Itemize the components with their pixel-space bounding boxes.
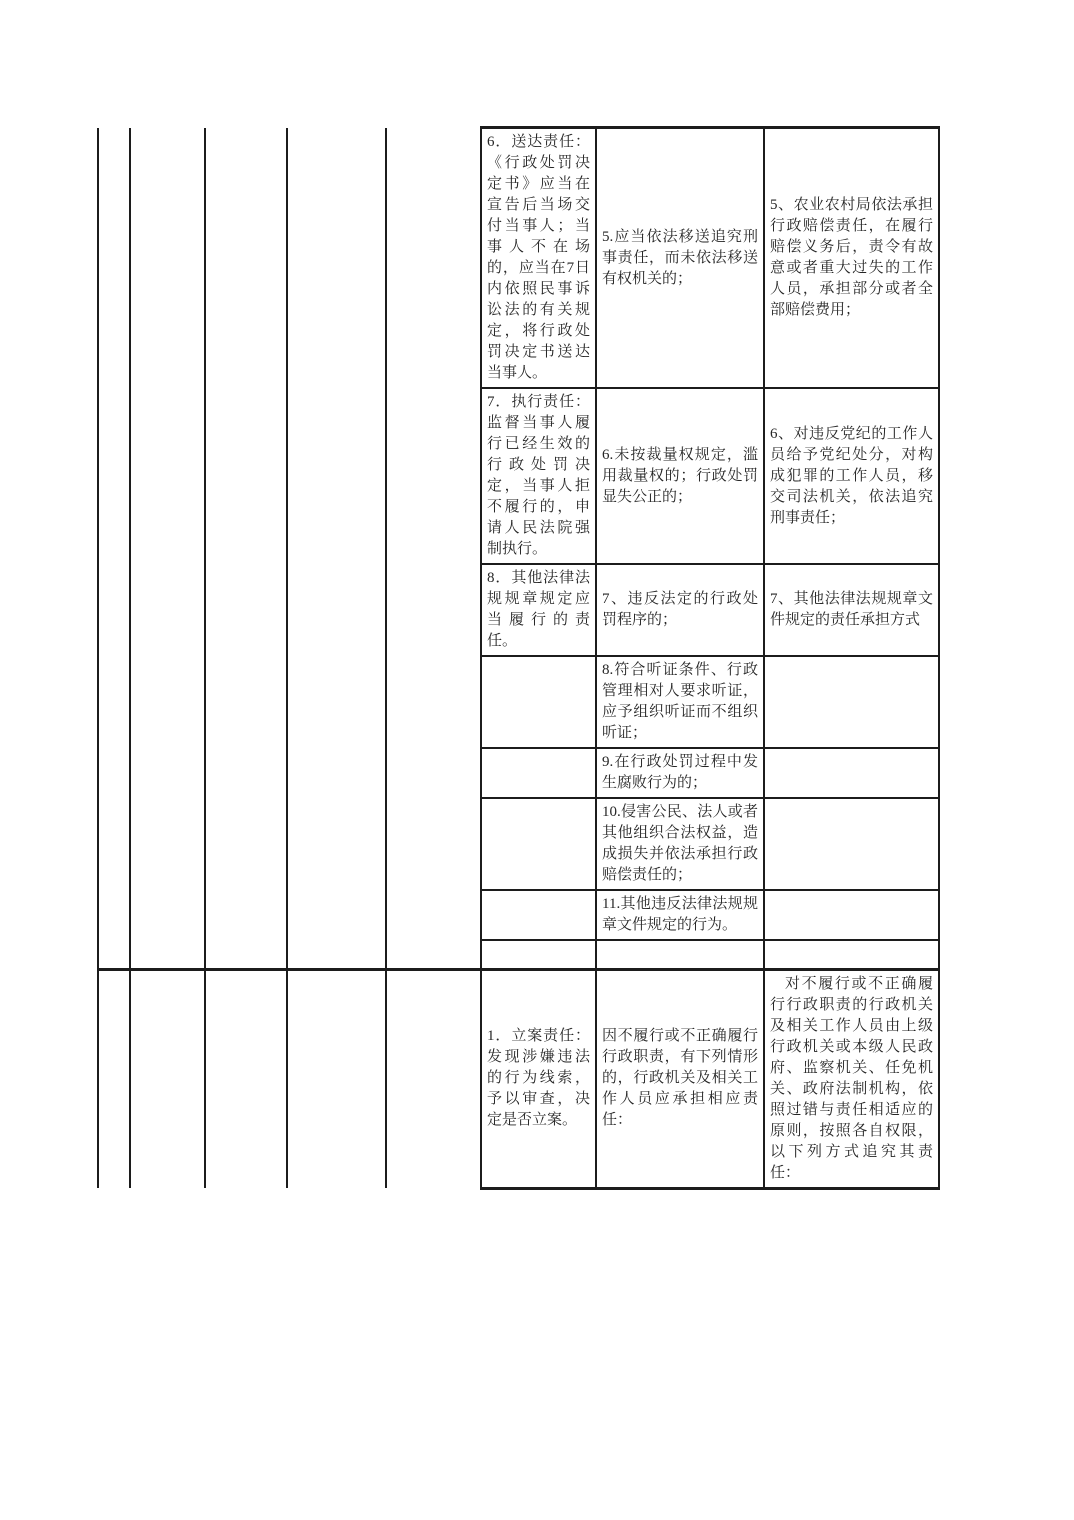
cell-situation-empty	[596, 940, 764, 969]
empty-left-column-5	[386, 128, 481, 970]
cell-situation-11: 11.其他违反法律法规规章文件规定的行为。	[596, 890, 764, 940]
cell-situation-intro: 因不履行或不正确履行行政职责，有下列情形的，行政机关及相关工作人员应承担相应责任：	[596, 969, 764, 1188]
empty-left-column-1-section2	[98, 969, 130, 1188]
cell-responsibility-filing: 1．立案责任：发现涉嫌违法的行为线索，予以审查，决定是否立案。	[481, 969, 596, 1188]
cell-method-empty-4	[764, 890, 939, 940]
cell-responsibility-enforcement: 7．执行责任：监督当事人履行已经生效的行政处罚决定，当事人拒不履行的，申请人民法院强制执行。	[481, 388, 596, 564]
cell-situation-9: 9.在行政处罚过程中发生腐败行为的；	[596, 748, 764, 798]
cell-method-6: 6、对违反党纪的工作人员给予党纪处分，对构成犯罪的工作人员，移交司法机关，依法追究刑事责任；	[764, 388, 939, 564]
cell-situation-6: 6.未按裁量权规定，滥用裁量权的；行政处罚显失公正的；	[596, 388, 764, 564]
responsibility-table	[97, 126, 940, 1190]
empty-left-column-3	[205, 128, 287, 970]
cell-method-empty-3	[764, 798, 939, 890]
empty-left-column-2	[130, 128, 205, 970]
cell-responsibility-empty-3	[481, 798, 596, 890]
empty-left-column-4	[287, 128, 386, 970]
cell-method-empty-2	[764, 748, 939, 798]
cell-situation-10: 10.侵害公民、法人或者其他组织合法权益，造成损失并依法承担行政赔偿责任的；	[596, 798, 764, 890]
cell-responsibility-empty-1	[481, 656, 596, 748]
cell-responsibility-delivery: 6．送达责任：《行政处罚决定书》应当在宣告后当场交付当事人；当事人不在场的，应当在7日内依照民事诉讼法的有关规定，将行政处罚决定书送达当事人。	[481, 128, 596, 389]
cell-method-7: 7、其他法律法规规章文件规定的责任承担方式	[764, 564, 939, 656]
cell-situation-5: 5.应当依法移送追究刑事责任，而未依法移送有权机关的；	[596, 128, 764, 389]
cell-method-empty-5	[764, 940, 939, 969]
cell-method-empty-1	[764, 656, 939, 748]
empty-left-column-3-section2	[205, 969, 287, 1188]
empty-left-column-2-section2	[130, 969, 205, 1188]
cell-responsibility-empty-4	[481, 890, 596, 940]
cell-responsibility-empty-5	[481, 940, 596, 969]
empty-left-column-4-section2	[287, 969, 386, 1188]
cell-method-intro: 对不履行或不正确履行行政职责的行政机关及相关工作人员由上级行政机关或本级人民政府、监察机关、任免机关、政府法制机构，依照过错与责任相适应的原则，按照各自权限，以下列方式追究其责任：	[764, 969, 939, 1188]
cell-responsibility-empty-2	[481, 748, 596, 798]
cell-situation-7: 7、违反法定的行政处罚程序的；	[596, 564, 764, 656]
empty-left-column-1	[98, 128, 130, 970]
cell-method-5: 5、农业农村局依法承担行政赔偿责任，在履行赔偿义务后，责令有故意或者重大过失的工作人员，承担部分或者全部赔偿费用；	[764, 128, 939, 389]
cell-responsibility-other: 8．其他法律法规规章规定应当履行的责任。	[481, 564, 596, 656]
empty-left-column-5-section2	[386, 969, 481, 1188]
cell-situation-8: 8.符合听证条件、行政管理相对人要求听证，应予组织听证而不组织听证；	[596, 656, 764, 748]
